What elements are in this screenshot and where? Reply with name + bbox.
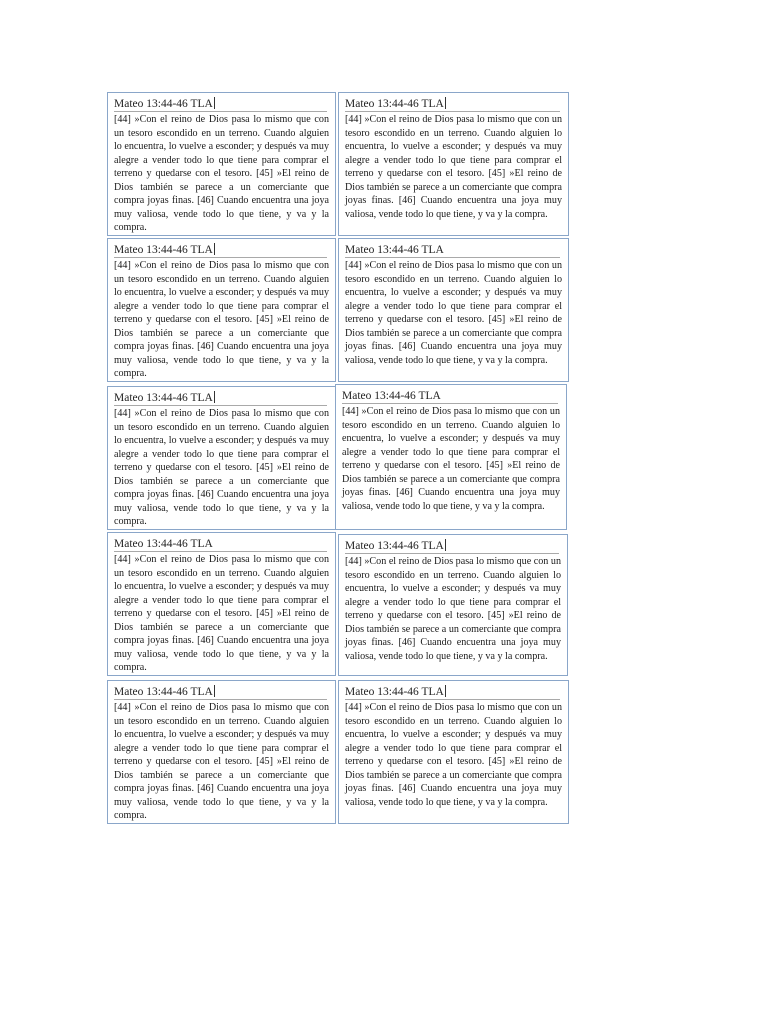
card-body: [44] »Con el reino de Dios pasa lo mismo que con un tesoro escondido en un terreno. Cuando alguien lo encuentra, lo vuelve a esconder; y después va muy alegre a vender todo lo que tiene para comprar el terreno y quedarse con el tesoro. [45] »El reino de Dios también se parece a un comerciante que compra joyas finas. [46] Cuando encuentra una joya muy valiosa, vende todo lo que tiene, y va y la compra.	[342, 406, 560, 512]
card-body: [44] »Con el reino de Dios pasa lo mismo que con un tesoro escondido en un terreno. Cuando alguien lo encuentra, lo vuelve a esconder; y después va muy alegre a vender todo lo que tiene para comprar el terreno y quedarse con el tesoro. [45] »El reino de Dios también se parece a un comerciante que compra joyas finas. [46] Cuando encuentra una joya muy valiosa, vende todo lo que tiene, y va y la compra.	[114, 408, 329, 527]
card-title-text: Mateo 13:44-46 TLA	[345, 540, 444, 552]
card-title	[114, 97, 327, 112]
card-title-text: Mateo 13:44-46 TLA	[114, 244, 213, 256]
card-title-text: Mateo 13:44-46 TLA	[114, 98, 213, 110]
verse-card	[107, 238, 336, 382]
card-title	[114, 391, 327, 406]
verse-card	[107, 532, 336, 676]
card-title-text: Mateo 13:44-46 TLA	[345, 98, 444, 110]
card-title-text: Mateo 13:44-46 TLA	[345, 244, 444, 256]
card-body: [44] »Con el reino de Dios pasa lo mismo que con un tesoro escondido en un terreno. Cuando alguien lo encuentra, lo vuelve a esconder; y después va muy alegre a vender todo lo que tiene para comprar el terreno y quedarse con el tesoro. [45] »El reino de Dios también se parece a un comerciante que compra joyas finas. [46] Cuando encuentra una joya muy valiosa, vende todo lo que tiene, y va y la compra.	[345, 556, 561, 662]
text-cursor	[214, 685, 215, 697]
card-body: [44] »Con el reino de Dios pasa lo mismo que con un tesoro escondido en un terreno. Cuando alguien lo encuentra, lo vuelve a esconder; y después va muy alegre a vender todo lo que tiene para comprar el terreno y quedarse con el tesoro. [45] »El reino de Dios también se parece a un comerciante que compra joyas finas. [46] Cuando encuentra una joya muy valiosa, vende todo lo que tiene, y va y la compra.	[114, 702, 329, 821]
verse-card	[338, 92, 569, 236]
card-title-text: Mateo 13:44-46 TLA	[114, 538, 213, 550]
card-body: [44] »Con el reino de Dios pasa lo mismo que con un tesoro escondido en un terreno. Cuando alguien lo encuentra, lo vuelve a esconder; y después va muy alegre a vender todo lo que tiene para comprar el terreno y quedarse con el tesoro. [45] »El reino de Dios también se parece a un comerciante que compra joyas finas. [46] Cuando encuentra una joya muy valiosa, vende todo lo que tiene, y va y la compra.	[114, 554, 329, 673]
card-body: [44] »Con el reino de Dios pasa lo mismo que con un tesoro escondido en un terreno. Cuando alguien lo encuentra, lo vuelve a esconder; y después va muy alegre a vender todo lo que tiene para comprar el terreno y quedarse con el tesoro. [45] »El reino de Dios también se parece a un comerciante que compra joyas finas. [46] Cuando encuentra una joya muy valiosa, vende todo lo que tiene, y va y la compra.	[114, 114, 329, 233]
card-title-text: Mateo 13:44-46 TLA	[114, 686, 213, 698]
verse-card	[338, 680, 569, 824]
text-cursor	[214, 391, 215, 403]
card-title	[114, 243, 327, 258]
card-title	[342, 389, 558, 404]
text-cursor	[445, 685, 446, 697]
verse-card	[338, 534, 568, 676]
card-title-text: Mateo 13:44-46 TLA	[345, 686, 444, 698]
card-title	[114, 537, 327, 552]
card-title-text: Mateo 13:44-46 TLA	[342, 390, 441, 402]
card-title	[114, 685, 327, 700]
verse-card	[338, 238, 569, 382]
text-cursor	[214, 243, 215, 255]
card-title-text: Mateo 13:44-46 TLA	[114, 392, 213, 404]
verse-card	[107, 92, 336, 236]
verse-card	[107, 680, 336, 824]
card-title	[345, 539, 559, 554]
verse-card	[335, 384, 567, 530]
text-cursor	[445, 539, 446, 551]
card-title	[345, 685, 560, 700]
card-body: [44] »Con el reino de Dios pasa lo mismo que con un tesoro escondido en un terreno. Cuando alguien lo encuentra, lo vuelve a esconder; y después va muy alegre a vender todo lo que tiene para comprar el terreno y quedarse con el tesoro. [45] »El reino de Dios también se parece a un comerciante que compra joyas finas. [46] Cuando encuentra una joya muy valiosa, vende todo lo que tiene, y va y la compra.	[345, 114, 562, 220]
text-cursor	[445, 97, 446, 109]
verse-card	[107, 386, 336, 530]
card-body: [44] »Con el reino de Dios pasa lo mismo que con un tesoro escondido en un terreno. Cuando alguien lo encuentra, lo vuelve a esconder; y después va muy alegre a vender todo lo que tiene para comprar el terreno y quedarse con el tesoro. [45] »El reino de Dios también se parece a un comerciante que compra joyas finas. [46] Cuando encuentra una joya muy valiosa, vende todo lo que tiene, y va y la compra.	[345, 702, 562, 808]
card-body: [44] »Con el reino de Dios pasa lo mismo que con un tesoro escondido en un terreno. Cuando alguien lo encuentra, lo vuelve a esconder; y después va muy alegre a vender todo lo que tiene para comprar el terreno y quedarse con el tesoro. [45] »El reino de Dios también se parece a un comerciante que compra joyas finas. [46] Cuando encuentra una joya muy valiosa, vende todo lo que tiene, y va y la compra.	[114, 260, 329, 379]
card-title	[345, 243, 560, 258]
card-body: [44] »Con el reino de Dios pasa lo mismo que con un tesoro escondido en un terreno. Cuando alguien lo encuentra, lo vuelve a esconder; y después va muy alegre a vender todo lo que tiene para comprar el terreno y quedarse con el tesoro. [45] »El reino de Dios también se parece a un comerciante que compra joyas finas. [46] Cuando encuentra una joya muy valiosa, vende todo lo que tiene, y va y la compra.	[345, 260, 562, 366]
text-cursor	[214, 97, 215, 109]
card-title	[345, 97, 560, 112]
